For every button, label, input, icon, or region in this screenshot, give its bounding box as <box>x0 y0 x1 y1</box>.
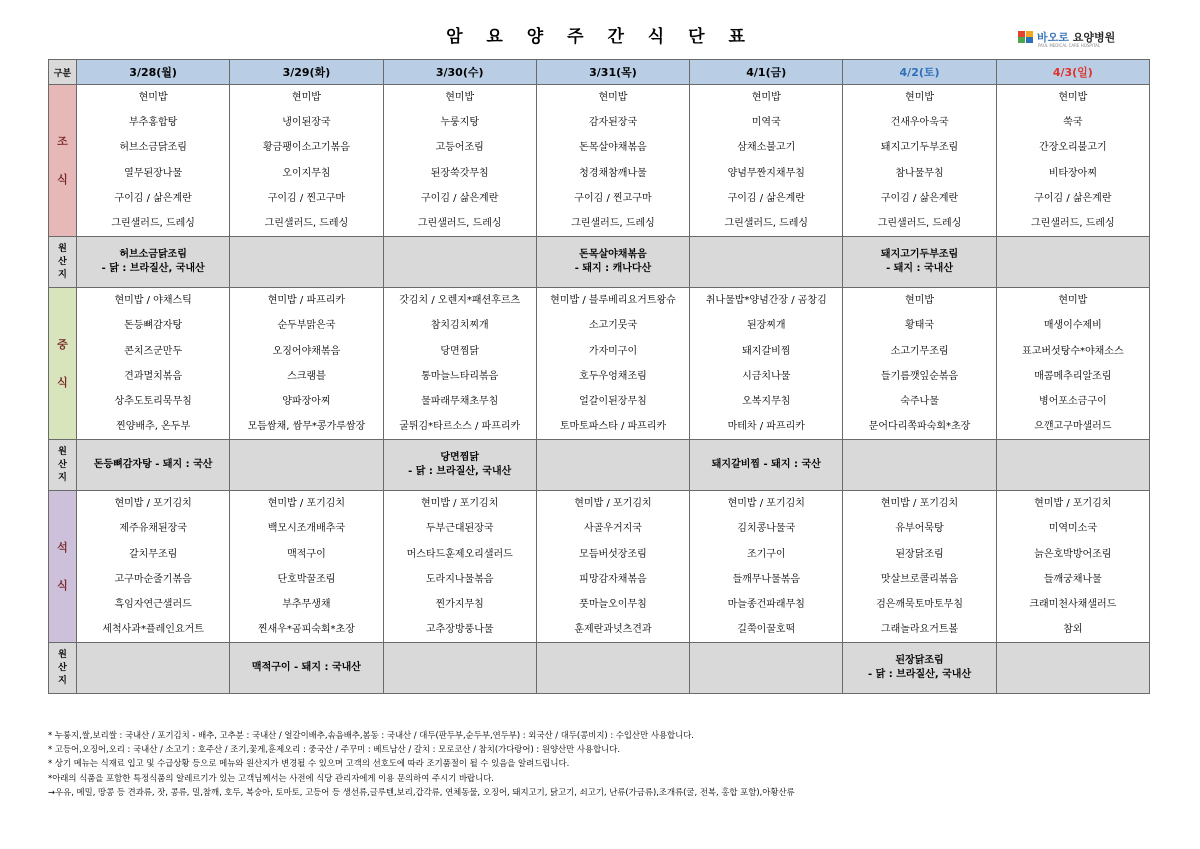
origin-cell <box>230 237 383 288</box>
menu-item: 찐가지무침 <box>435 599 484 610</box>
menu-item: 부추무생채 <box>282 599 331 610</box>
origin-cell <box>996 440 1149 491</box>
menu-item: 김치콩나물국 <box>737 523 796 535</box>
menu-item: 풋마늘오이무침 <box>579 599 647 610</box>
menu-item: 현미밥 / 포기김치 <box>727 498 805 510</box>
menu-item: 병어포소금구이 <box>1039 395 1107 407</box>
day-header: 3/29(화) <box>230 60 383 85</box>
breakfast-label <box>49 85 77 237</box>
menu-item: 돼지고기두부조림 <box>880 142 959 154</box>
menu-item: 부추홍합탕 <box>128 117 178 129</box>
origin-label-char: 산 <box>58 256 67 267</box>
header-corner: 구분 <box>49 60 77 85</box>
menu-cell <box>536 288 689 440</box>
origin-cell <box>230 643 383 694</box>
menu-item: 참나물무침 <box>895 167 944 179</box>
menu-item: 표고버섯탕수*야채소스 <box>1022 345 1124 357</box>
menu-item: 현미밥 <box>138 92 168 103</box>
meal-label-char: 식 <box>57 172 68 186</box>
note-line: * 고등어,오징어,오리 : 국내산 / 소고기 : 호주산 / 조기,꽃게,훈제오리 : 중국산 / 주꾸미 : 베트남산 / 갈치 : 모로코산 / 참치(가다랑어) : 원양산만 사용합니다. <box>48 744 621 755</box>
origin-label-char: 지 <box>58 472 67 483</box>
meal-label-char: 조 <box>57 134 68 148</box>
origin-line: 돼지고기두부조림 <box>880 249 959 261</box>
menu-item: 현미밥 <box>445 92 475 103</box>
meal-label-char: 식 <box>57 578 68 592</box>
menu-cell <box>383 85 536 237</box>
origin-cell <box>536 643 689 694</box>
menu-item: 현미밥 / 포기김치 <box>880 498 959 510</box>
lunch-origin-row <box>49 440 1150 491</box>
origin-line: 당면찜닭 <box>440 452 480 464</box>
origin-cell <box>996 643 1149 694</box>
page-title: 암 요 양 주 간 식 단 표 <box>446 27 754 47</box>
day-header: 4/1(금) <box>690 60 843 85</box>
menu-item: 그린샐러드, 드레싱 <box>264 217 349 229</box>
origin-label <box>49 440 77 491</box>
menu-item: 구이김 / 찐고구마 <box>574 192 652 204</box>
menu-item: 된장쑥갓무침 <box>430 167 489 179</box>
menu-item: 제주유채된장국 <box>119 523 187 535</box>
note-line: * 누룽지,쌀,보리쌀 : 국내산 / 포기김치 - 배추, 고추분 : 국내산 / 얼갈이배추,솎음배추,봄동 : 국내산 / 대두(판두부,순두부,연두부) : 외국산 / 대두(콩비지) : 수입산만 사용합니다. <box>48 730 694 740</box>
origin-line: 돈등뼈감자탕 - 돼지 : 국산 <box>93 459 213 471</box>
origin-cell <box>230 440 383 491</box>
menu-item: 참치김치찌개 <box>430 320 489 332</box>
menu-item: 문어다리쪽파숙회*초장 <box>868 421 971 433</box>
menu-cell <box>843 491 996 643</box>
menu-item: 콘치즈군만두 <box>124 345 183 357</box>
menu-item: 마늘종건파래무침 <box>727 599 805 610</box>
menu-item: 쑥국 <box>1063 117 1083 129</box>
menu-item: 늙은호박방어조림 <box>1034 548 1112 560</box>
origin-line: 돈목살야채볶음 <box>579 249 647 261</box>
menu-item: 으깬고구마샐러드 <box>1034 421 1112 433</box>
origin-label <box>49 643 77 694</box>
meal-label-char: 석 <box>57 540 68 554</box>
menu-item: 현미밥 / 포기김치 <box>574 498 652 510</box>
origin-label-char: 원 <box>58 243 67 254</box>
menu-item: 오복지무침 <box>742 395 791 407</box>
menu-item: 양파장아찌 <box>282 395 331 407</box>
origin-cell <box>996 237 1149 288</box>
menu-item: 머스타드훈제오리샐러드 <box>406 548 513 560</box>
menu-item: 현미밥 <box>1058 92 1088 103</box>
menu-cell <box>996 85 1149 237</box>
menu-item: 갈치무조림 <box>128 548 178 560</box>
origin-cell <box>536 440 689 491</box>
menu-item: 삼채소불고기 <box>737 142 796 154</box>
note-line: * 상기 메뉴는 식재료 입고 및 수급상황 등으로 메뉴와 원산지가 변경될 수 있으며 고객의 선호도에 따라 조기품절이 될 수 있음을 알려드립니다. <box>48 758 570 769</box>
menu-item: 물파래무채초무침 <box>421 395 499 407</box>
origin-line: - 닭 : 브라질산, 국내산 <box>408 466 512 478</box>
origin-line: - 닭 : 브라질산, 국내산 <box>867 669 972 681</box>
origin-line: - 돼지 : 국내산 <box>886 263 953 275</box>
dinner-row <box>49 491 1150 643</box>
menu-item: 현미밥 / 포기김치 <box>421 498 499 510</box>
menu-item: 도라지나물볶음 <box>425 573 494 585</box>
menu-item: 크래미천사채샐러드 <box>1029 599 1117 610</box>
menu-item: 현미밥 / 야채스틱 <box>114 295 192 307</box>
origin-line: - 돼지 : 캐나다산 <box>574 263 652 275</box>
menu-item: 현미밥 <box>598 92 628 103</box>
breakfast-origin-row <box>49 237 1150 288</box>
menu-item: 그린샐러드, 드레싱 <box>1031 217 1115 229</box>
menu-item: 그린샐러드, 드레싱 <box>877 217 962 229</box>
menu-item: 청경채참깨나물 <box>579 167 647 179</box>
menu-item: 피망감자채볶음 <box>579 573 647 585</box>
menu-item: 고등어조림 <box>435 142 484 154</box>
origin-label-char: 지 <box>58 269 67 280</box>
weekly-menu-table <box>48 59 1150 694</box>
origin-label-char: 산 <box>58 459 67 470</box>
menu-cell <box>843 288 996 440</box>
menu-item: 들기름깻잎순볶음 <box>880 370 959 382</box>
menu-item: 누룽지탕 <box>440 117 480 129</box>
logo-text: 바오로 요양병원 <box>1037 31 1116 44</box>
origin-cell <box>843 237 996 288</box>
origin-cell <box>536 237 689 288</box>
menu-cell <box>690 491 843 643</box>
menu-item: 모듬버섯장조림 <box>579 548 647 560</box>
menu-item: 현미밥 <box>905 92 935 103</box>
origin-cell <box>77 440 230 491</box>
dinner-label <box>49 491 77 643</box>
menu-item: 오이지무침 <box>282 167 331 179</box>
origin-cell <box>383 440 536 491</box>
menu-item: 백모시조개배추국 <box>267 523 346 535</box>
menu-item: 소고기무조림 <box>890 345 949 357</box>
menu-item: 스크램블 <box>287 370 326 382</box>
menu-item: 맛살브로콜리볶음 <box>880 573 959 585</box>
menu-item: 훈제란과넛츠견과 <box>574 624 652 636</box>
menu-item: 시금치나물 <box>742 370 791 382</box>
menu-cell <box>690 85 843 237</box>
menu-item: 구이김 / 삶은계란 <box>880 192 959 204</box>
menu-item: 두부근대된장국 <box>425 523 494 535</box>
menu-item: 들깨궁채나물 <box>1043 573 1102 585</box>
menu-cell <box>383 288 536 440</box>
meal-label-char: 중 <box>57 337 68 351</box>
day-header: 3/28(월) <box>77 60 230 85</box>
menu-item: 현미밥 / 포기김치 <box>114 498 192 510</box>
menu-item: 매생이수제비 <box>1043 320 1102 332</box>
menu-item: 구이김 / 삶은계란 <box>114 192 192 204</box>
origin-cell <box>690 237 843 288</box>
menu-item: 그린샐러드, 드레싱 <box>111 217 195 229</box>
menu-item: 현미밥 / 파프리카 <box>267 295 346 307</box>
breakfast-row <box>49 85 1150 237</box>
menu-item: 비타장아찌 <box>1048 167 1097 179</box>
menu-item: 된장닭조림 <box>895 548 944 560</box>
menu-item: 통마늘느타리볶음 <box>421 370 499 382</box>
origin-line: 맥적구이 - 돼지 : 국내산 <box>251 662 361 674</box>
menu-cell <box>536 491 689 643</box>
origin-cell <box>383 643 536 694</box>
menu-item: 검은깨묵토마토무침 <box>876 599 964 610</box>
menu-item: 현미밥 / 포기김치 <box>267 498 346 510</box>
origin-cell <box>383 237 536 288</box>
menu-item: 황금팽이소고기볶음 <box>262 142 350 154</box>
lunch-label <box>49 288 77 440</box>
header-row <box>49 60 1150 85</box>
menu-cell <box>77 491 230 643</box>
menu-item: 현미밥 <box>291 92 321 103</box>
menu-item: 현미밥 <box>751 92 781 103</box>
menu-item: 가자미구이 <box>588 345 638 357</box>
day-header-saturday: 4/2(토) <box>843 60 996 85</box>
menu-item: 마테차 / 파프리카 <box>727 421 805 433</box>
menu-item: 허브소금닭조림 <box>119 142 187 154</box>
day-header: 3/30(수) <box>383 60 536 85</box>
menu-item: 황태국 <box>905 320 935 332</box>
menu-item: 미역미소국 <box>1048 523 1097 535</box>
note-line: *아래의 식품을 포함한 특정식품의 알레르기가 있는 고객님께서는 사전에 식당 관리자에게 이용 문의하여 주시기 바랍니다. <box>48 772 494 783</box>
day-header-sunday: 4/3(일) <box>996 60 1149 85</box>
menu-item: 현미밥 / 블루베리요거트왕슈 <box>550 295 676 307</box>
menu-cell <box>996 288 1149 440</box>
menu-item: 당면찜닭 <box>440 345 480 357</box>
menu-item: 흑임자연근샐러드 <box>114 599 192 610</box>
origin-line: 허브소금닭조림 <box>119 249 187 261</box>
menu-item: 간장오리불고기 <box>1039 142 1107 154</box>
menu-item: 들깨무나물볶음 <box>732 573 801 585</box>
menu-item: 단호박꿀조림 <box>277 573 336 585</box>
menu-cell <box>230 491 383 643</box>
lunch-row <box>49 288 1150 440</box>
menu-item: 된장찌개 <box>746 320 786 332</box>
logo-tagline: PAUL MEDICAL CARE HOSPITAL <box>1038 43 1101 48</box>
origin-cell <box>690 440 843 491</box>
menu-item: 오징어야채볶음 <box>272 345 341 357</box>
logo-mark-icon <box>1018 31 1034 43</box>
menu-item: 굴튀김*타르소스 / 파프리카 <box>399 421 521 433</box>
menu-item: 돈목살야채볶음 <box>579 142 647 154</box>
dinner-origin-row <box>49 643 1150 694</box>
menu-item: 사골우거지국 <box>584 523 642 535</box>
origin-cell <box>843 440 996 491</box>
menu-item: 미역국 <box>751 117 781 129</box>
menu-cell <box>536 85 689 237</box>
menu-item: 현미밥 <box>905 295 935 307</box>
menu-item: 찐양배추, 온두부 <box>116 421 191 433</box>
origin-label-char: 지 <box>58 675 67 686</box>
menu-item: 구이김 / 삶은계란 <box>727 192 805 204</box>
menu-item: 돈등뼈감자탕 <box>124 320 183 332</box>
menu-item: 고구마순줄기볶음 <box>114 573 192 585</box>
menu-item: 열무된장나물 <box>124 167 183 179</box>
menu-item: 양념무짠지채무침 <box>727 167 805 179</box>
menu-item: 유부어묵탕 <box>895 523 944 535</box>
menu-item: 그린샐러드, 드레싱 <box>571 217 655 229</box>
menu-item: 토마토파스타 / 파프리카 <box>559 421 667 433</box>
menu-cell <box>383 491 536 643</box>
menu-item: 취나물밥*양념간장 / 곰창김 <box>705 295 827 307</box>
menu-item: 현미밥 <box>1058 295 1088 307</box>
origin-label-char: 산 <box>58 662 67 673</box>
menu-item: 현미밥 / 포기김치 <box>1034 498 1112 510</box>
menu-item: 맥적구이 <box>287 548 326 560</box>
menu-item: 그린샐러드, 드레싱 <box>724 217 809 229</box>
notes-section <box>48 728 1158 799</box>
origin-label <box>49 237 77 288</box>
menu-item: 숙주나물 <box>900 395 939 407</box>
menu-item: 모듬쌈채, 쌈무*콩가루쌈장 <box>247 421 366 433</box>
menu-item: 구이김 / 찐고구마 <box>267 192 346 204</box>
origin-cell <box>843 643 996 694</box>
menu-item: 그린샐러드, 드레싱 <box>417 217 502 229</box>
menu-item: 조기구이 <box>746 548 786 560</box>
menu-item: 갓김치 / 오렌지*패션후르츠 <box>399 295 521 307</box>
menu-item: 호두우엉채조림 <box>579 370 647 382</box>
menu-item: 세척사과*플레인요거트 <box>102 624 204 636</box>
menu-item: 구이김 / 삶은계란 <box>421 192 499 204</box>
note-line: →우유, 메밀, 땅콩 등 견과류, 잣, 콩류, 밀,참깨, 호두, 복숭아, 토마토, 고등어 등 생선류,글루텐,보리,갑각류, 연체동물, 오징어, 돼지고기, 닭고기, 쇠고기, 난류(가금류),조개류(굴, 전복, 홍합 포함),아황산류 <box>48 786 795 797</box>
menu-item: 소고기뭇국 <box>588 320 638 332</box>
origin-cell <box>77 237 230 288</box>
menu-cell <box>230 85 383 237</box>
menu-item: 길쭉이꿀호떡 <box>737 624 796 636</box>
menu-item: 고추장방풍나물 <box>425 624 494 636</box>
origin-line: 된장닭조림 <box>895 655 944 667</box>
menu-cell <box>77 85 230 237</box>
menu-item: 구이김 / 삶은계란 <box>1034 192 1112 204</box>
menu-item: 상추도토리묵무침 <box>114 395 192 407</box>
menu-item: 매콤메추리알조림 <box>1034 370 1112 382</box>
menu-item: 얼갈이된장무침 <box>579 395 647 407</box>
hospital-logo <box>1018 28 1115 46</box>
meal-label-char: 식 <box>57 375 68 389</box>
day-header: 3/31(목) <box>536 60 689 85</box>
menu-cell <box>690 288 843 440</box>
origin-cell <box>690 643 843 694</box>
origin-line: 돼지갈비찜 - 돼지 : 국산 <box>711 459 821 471</box>
menu-item: 냉이된장국 <box>282 117 331 129</box>
origin-line: - 닭 : 브라질산, 국내산 <box>101 263 205 275</box>
menu-item: 그래놀라요거트볼 <box>880 624 959 636</box>
menu-item: 참외 <box>1063 624 1083 636</box>
menu-cell <box>77 288 230 440</box>
menu-cell <box>843 85 996 237</box>
menu-item: 찐새우*곰피숙회*초장 <box>257 624 355 636</box>
menu-cell <box>230 288 383 440</box>
origin-label-char: 원 <box>58 446 67 457</box>
menu-cell <box>996 491 1149 643</box>
menu-item: 감자된장국 <box>588 117 638 129</box>
menu-item: 견과멸치볶음 <box>124 370 183 382</box>
origin-cell <box>77 643 230 694</box>
origin-label-char: 원 <box>58 649 67 660</box>
menu-item: 건새우아욱국 <box>890 117 949 129</box>
menu-item: 돼지갈비찜 <box>742 345 791 357</box>
menu-item: 순두부맑은국 <box>277 320 336 332</box>
